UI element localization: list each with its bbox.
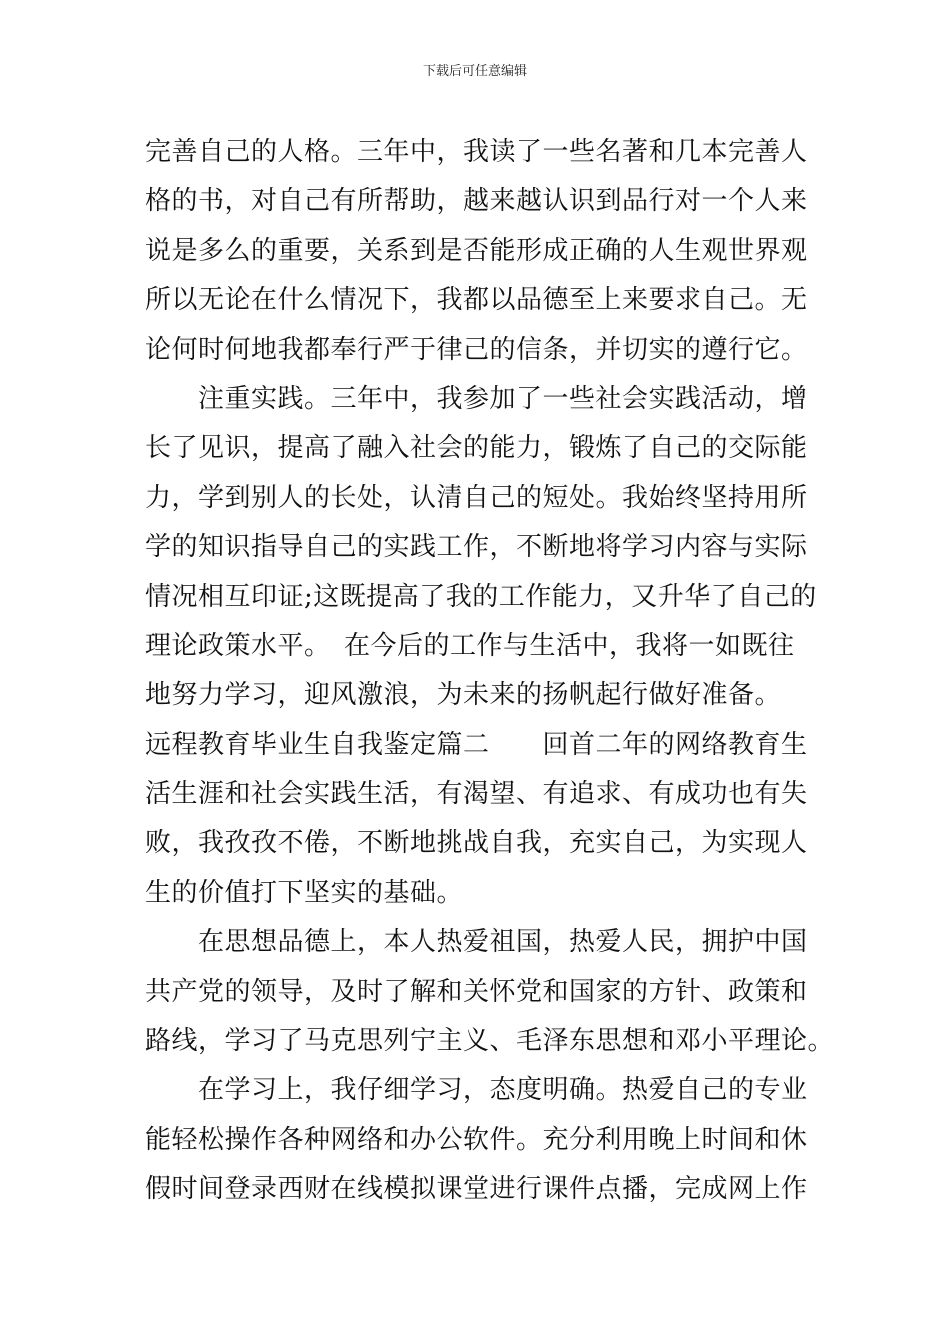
text-line: 情况相互印证;这既提高了我的工作能力，又升华了自己的 [145,581,817,612]
text-line: 说是多么的重要，关系到是否能形成正确的人生观世界观 [145,235,808,266]
text-line: 地努力学习，迎风激浪，为未来的扬帆起行做好准备。 [145,680,782,711]
text-line: 论何时何地我都奉行严于律己的信条，并切实的遵行它。 [145,334,808,365]
text-line: 格的书，对自己有所帮助，越来越认识到品行对一个人来 [145,186,808,217]
text-line: 长了见识，提高了融入社会的能力，锻炼了自己的交际能 [145,433,808,464]
document-body [145,128,835,1215]
text-line: 生的价值打下坚实的基础。 [145,877,464,908]
text-line: 败，我孜孜不倦，不断地挑战自我，充实自己，为实现人 [145,828,808,859]
text-line: 在学习上，我仔细学习，态度明确。热爱自己的专业 [145,1075,808,1106]
text-line: 所以无论在什么情况下，我都以品德至上来要求自己。无 [145,285,808,316]
text-line: 在思想品德上，本人热爱祖国，热爱人民，拥护中国 [145,927,808,958]
text-line: 共产党的领导，及时了解和关怀党和国家的方针、政策和 [145,976,808,1007]
text-line: 学的知识指导自己的实践工作，不断地将学习内容与实际 [145,532,808,563]
text-line: 理论政策水平。 在今后的工作与生活中，我将一如既往 [145,630,795,661]
text-line: 能轻松操作各种网络和办公软件。充分利用晚上时间和休 [145,1124,808,1155]
text-line: 假时间登录西财在线模拟课堂进行课件点播，完成网上作 [145,1174,808,1205]
text-line: 活生涯和社会实践生活，有渴望、有追求、有成功也有失 [145,779,808,810]
text-line: 力，学到别人的长处，认清自己的短处。我始终坚持用所 [145,482,808,513]
text-line: 远程教育毕业生自我鉴定篇二 回首二年的网络教育生 [145,729,808,760]
text-line: 路线，学习了马克思列宁主义、毛泽东思想和邓小平理论。 [145,1026,835,1057]
text-line: 完善自己的人格。三年中，我读了一些名著和几本完善人 [145,137,808,167]
page-header: 下载后可任意编辑 [422,64,527,79]
text-line: 注重实践。三年中，我参加了一些社会实践活动，增 [145,383,808,414]
